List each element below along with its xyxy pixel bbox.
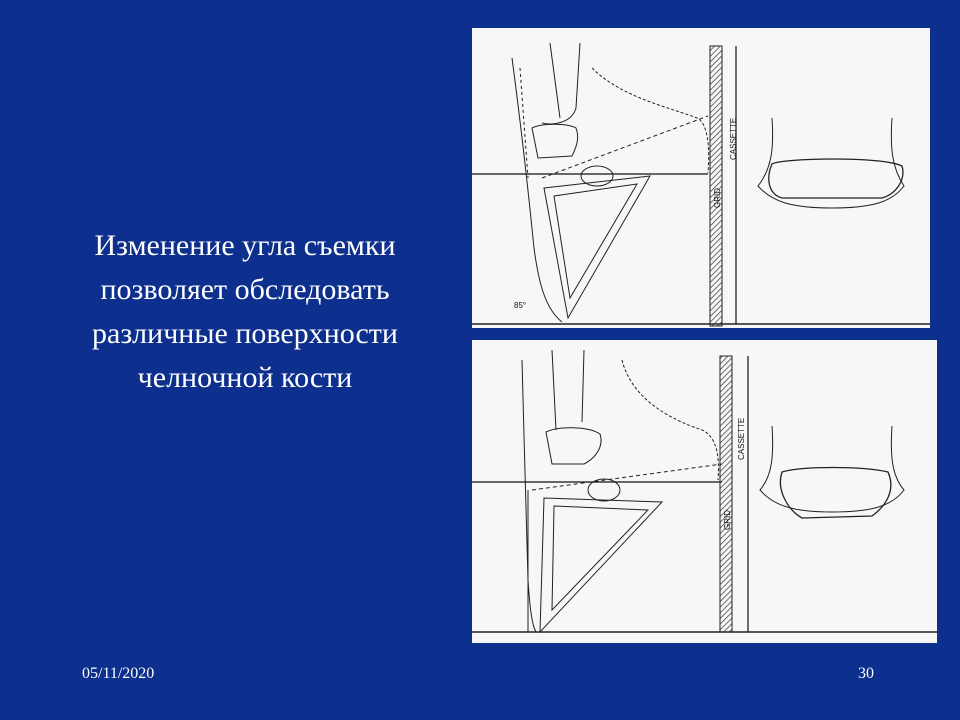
grid-label: GRID xyxy=(713,188,722,208)
slide-text-line-3: различные поверхности xyxy=(92,317,398,350)
footer-date: 05/11/2020 xyxy=(82,665,155,682)
slide-text-line-2: позволяет обследовать xyxy=(100,273,390,306)
slide-text xyxy=(40,224,450,400)
radiograph-diagram-bottom xyxy=(472,340,937,643)
slide-text-line-4: челночной кости xyxy=(137,361,353,394)
radiograph-drawing-bottom xyxy=(472,340,937,643)
footer-page-number: 30 xyxy=(858,665,874,682)
grid-label: GRID xyxy=(723,510,732,530)
cassette-label: CASSETTE xyxy=(729,117,738,160)
cassette-label: CASSETTE xyxy=(737,417,746,460)
slide-text-line-1: Изменение угла съемки xyxy=(94,229,396,262)
radiograph-drawing-top xyxy=(472,28,930,328)
angle-label: 85° xyxy=(514,301,527,310)
radiograph-diagram-top xyxy=(472,28,930,328)
